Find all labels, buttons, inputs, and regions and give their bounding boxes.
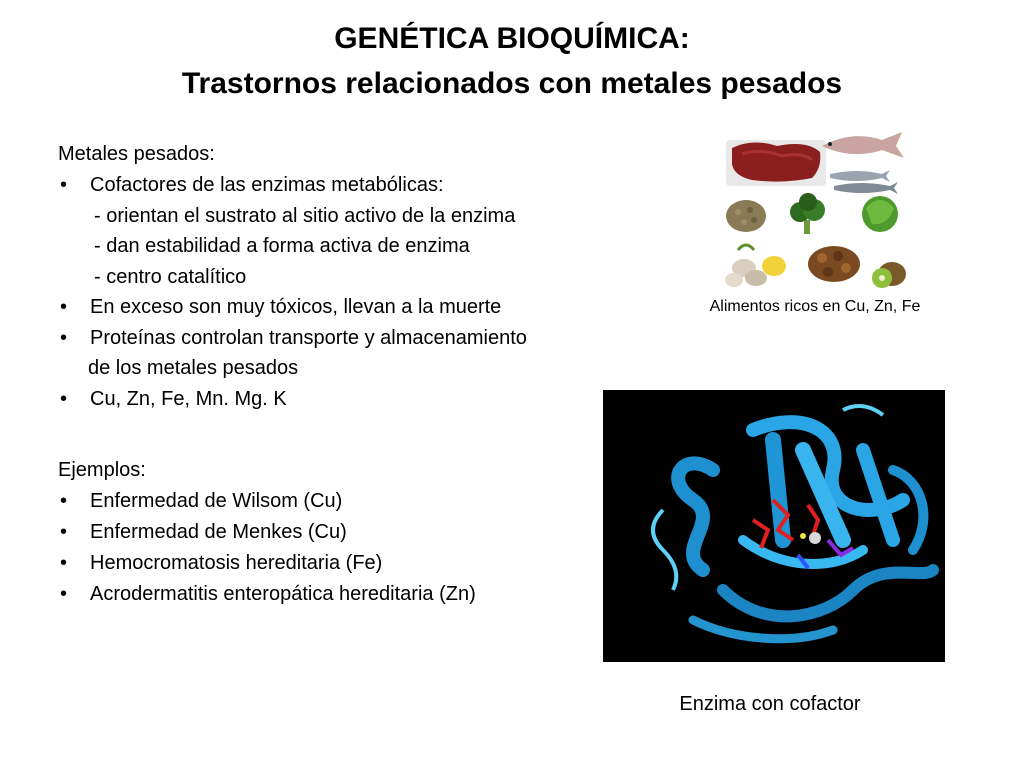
bullet-icon: • [60, 327, 68, 349]
metales-bullet-lista: Cu, Zn, Fe, Mn. Mg. K [90, 388, 287, 410]
bullet-icon: • [60, 296, 68, 318]
metales-bullet-proteinas: Proteínas controlan transporte y almacenamiento [90, 327, 527, 349]
bullet-icon: • [60, 388, 68, 410]
metales-sub-estabilidad: - dan estabilidad a forma activa de enzima [94, 235, 470, 257]
slide-title-line2: Trastornos relacionados con metales pesados [181, 67, 843, 100]
ejemplo-item: Enfermedad de Wilsom (Cu) [90, 490, 343, 512]
enzyme-caption: Enzima con cofactor [679, 693, 861, 715]
bullet-icon: • [60, 583, 68, 605]
metales-bullet-exceso: En exceso son muy tóxicos, llevan a la muerte [90, 296, 502, 318]
enzyme-image [603, 390, 945, 662]
food-caption: Alimentos ricos en Cu, Zn, Fe [709, 298, 921, 315]
metales-heading: Metales pesados: [58, 143, 215, 165]
ejemplo-item: Acrodermatitis enteropática hereditaria (Zn) [90, 583, 476, 605]
ejemplo-item: Hemocromatosis hereditaria (Fe) [90, 552, 383, 574]
metales-sub-centro: - centro catalítico [94, 266, 247, 288]
bullet-icon: • [60, 174, 68, 196]
slide-title-line1: GENÉTICA BIOQUÍMICA: [334, 22, 690, 55]
ejemplos-heading: Ejemplos: [58, 459, 146, 481]
ejemplo-item: Enfermedad de Menkes (Cu) [90, 521, 347, 543]
bullet-icon: • [60, 521, 68, 543]
metales-sub-orientan: - orientan el sustrato al sitio activo de la enzima [94, 205, 516, 227]
metales-bullet-cofactores: Cofactores de las enzimas metabólicas: [90, 174, 444, 196]
metales-bullet-proteinas-cont: de los metales pesados [88, 357, 299, 379]
bullet-icon: • [60, 490, 68, 512]
food-image [722, 128, 914, 290]
bullet-icon: • [60, 552, 68, 574]
